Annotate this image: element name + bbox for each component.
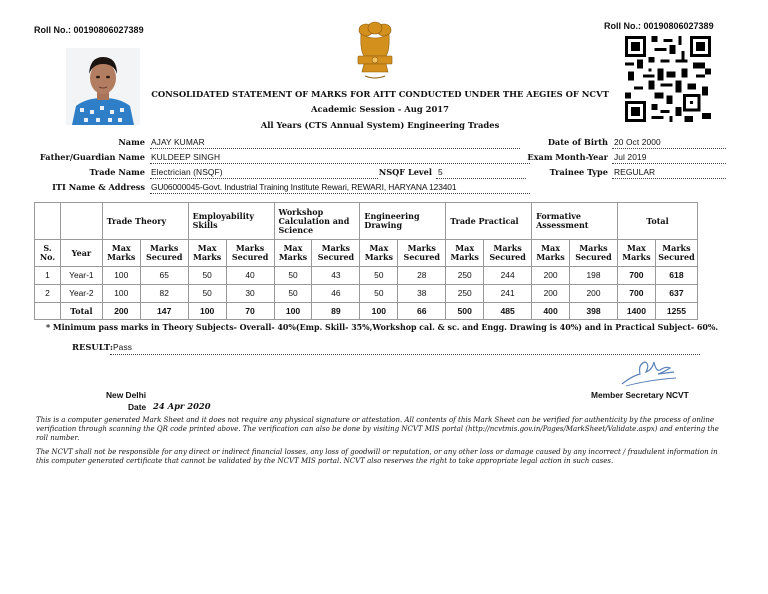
- mark-cell: 100: [102, 267, 140, 285]
- mark-cell: 82: [140, 285, 188, 303]
- total-cell: 1400: [617, 303, 655, 320]
- mark-cell: 50: [360, 285, 398, 303]
- mark-cell: 28: [398, 267, 446, 285]
- total-cell: 100: [274, 303, 312, 320]
- guardian-underline: [150, 163, 530, 164]
- marks-secured-header: Marks Secured: [140, 240, 188, 267]
- mark-cell: 241: [484, 285, 532, 303]
- trainee-label: Trainee Type: [549, 167, 608, 177]
- disclaimer-verification: This is a computer generated Mark Sheet and it does not require any physical signature or attestation. All contents of this Mark Sheet can be verified for authenticity by the process of online verification through scanning the QR code printed above. The verification can also be done by visiting NCVT MIS portal (http://ncvtmis.gov.in/Pages/MarkSheet/Validate.aspx) and entering the roll number.: [36, 416, 719, 442]
- total-cell: 89: [312, 303, 360, 320]
- exam-label: Exam Month-Year: [527, 152, 608, 162]
- mark-cell: 30: [226, 285, 274, 303]
- mark-cell: 200: [532, 285, 570, 303]
- mark-cell: 198: [570, 267, 618, 285]
- blank-cell: [35, 303, 61, 320]
- mark-cell: 50: [274, 285, 312, 303]
- signatory-title: Member Secretary NCVT: [591, 390, 689, 400]
- academic-session: Academic Session - Aug 2017: [311, 104, 449, 114]
- result-value: Pass: [113, 342, 133, 352]
- table-row: [35, 267, 698, 285]
- trade-value: Electrician (NSQF): [151, 167, 223, 177]
- mark-cell: 100: [102, 285, 140, 303]
- nsqf-label: NSQF Level: [378, 167, 432, 177]
- row-sno: 1: [35, 267, 61, 285]
- trade-label: Trade Name: [89, 167, 145, 177]
- row-total-secured: 637: [655, 285, 697, 303]
- mark-cell: 65: [140, 267, 188, 285]
- row-total-max: 700: [617, 267, 655, 285]
- mark-cell: 40: [226, 267, 274, 285]
- guardian-label: Father/Guardian Name: [39, 152, 145, 162]
- name-value: AJAY KUMAR: [151, 137, 205, 147]
- mark-cell: 43: [312, 267, 360, 285]
- dob-underline: [612, 148, 726, 149]
- mark-cell: 244: [484, 267, 532, 285]
- result-underline: [110, 354, 700, 355]
- row-year: Year-2: [60, 285, 102, 303]
- iti-underline: [150, 193, 530, 194]
- row-year: Year-1: [60, 267, 102, 285]
- max-marks-header: Max Marks: [617, 240, 655, 267]
- mark-cell: 50: [360, 267, 398, 285]
- candidate-photo: [66, 48, 140, 125]
- max-marks-header: Max Marks: [102, 240, 140, 267]
- name-label: Name: [118, 137, 145, 147]
- total-cell: 398: [570, 303, 618, 320]
- marks-secured-header: Marks Secured: [655, 240, 697, 267]
- table-group-header-row: [35, 203, 698, 240]
- iti-value: GU06000045-Govt. Industrial Training Institute Rewari, REWARI, HARYANA 123401: [151, 182, 457, 192]
- group-total: Total: [617, 203, 697, 240]
- trainee-underline: [612, 178, 726, 179]
- group-employability-skills: Employability Skills: [188, 203, 274, 240]
- mark-cell: 250: [446, 267, 484, 285]
- name-underline: [150, 148, 520, 149]
- marks-secured-header: Marks Secured: [484, 240, 532, 267]
- total-cell: 1255: [655, 303, 697, 320]
- result-label: RESULT:: [72, 342, 113, 352]
- nsqf-underline: [436, 178, 526, 179]
- max-marks-header: Max Marks: [446, 240, 484, 267]
- group-engineering-drawing: Engineering Drawing: [360, 203, 446, 240]
- trade-underline: [150, 178, 378, 179]
- mark-cell: 46: [312, 285, 360, 303]
- blank-cell: [35, 203, 61, 240]
- year-header: Year: [60, 240, 102, 267]
- marks-secured-header: Marks Secured: [312, 240, 360, 267]
- total-row-label: Total: [60, 303, 102, 320]
- total-cell: 147: [140, 303, 188, 320]
- place-text: New Delhi: [106, 390, 147, 400]
- roll-number-left: Roll No.: 00190806027389: [34, 25, 144, 35]
- mark-cell: 250: [446, 285, 484, 303]
- total-cell: 400: [532, 303, 570, 320]
- trainee-value: REGULAR: [614, 167, 656, 177]
- dob-label: Date of Birth: [547, 137, 608, 147]
- max-marks-header: Max Marks: [188, 240, 226, 267]
- mark-cell: 50: [188, 285, 226, 303]
- marks-table: [34, 202, 698, 320]
- row-total-secured: 618: [655, 267, 697, 285]
- total-cell: 100: [360, 303, 398, 320]
- group-formative-assessment: Formative Assessment: [532, 203, 618, 240]
- roll-number-right: Roll No.: 00190806027389: [604, 21, 714, 31]
- table-subheader-row: [35, 240, 698, 267]
- date-label: Date: [128, 402, 147, 412]
- mark-cell: 200: [570, 285, 618, 303]
- group-workshop-calculation: Workshop Calculation and Science: [274, 203, 360, 240]
- nsqf-value: 5: [438, 167, 443, 177]
- total-cell: 100: [188, 303, 226, 320]
- total-cell: 500: [446, 303, 484, 320]
- qr-code: [625, 36, 711, 122]
- max-marks-header: Max Marks: [274, 240, 312, 267]
- total-cell: 66: [398, 303, 446, 320]
- guardian-value: KULDEEP SINGH: [151, 152, 221, 162]
- disclaimer-liability: The NCVT shall not be responsible for any direct or indirect financial losses, any loss of goodwill or reputation, or any other loss or damage caused by any incorrect / fraudulent information in this computer generated certificate that cannot be validated by the NCVT MIS portal. NCVT also reserves the right to take appropriate legal action in such cases.: [36, 448, 718, 465]
- date-value: 24 Apr 2020: [153, 401, 211, 411]
- national-emblem-icon: [350, 20, 400, 82]
- total-cell: 485: [484, 303, 532, 320]
- group-trade-theory: Trade Theory: [102, 203, 188, 240]
- blank-cell: [60, 203, 102, 240]
- row-sno: 2: [35, 285, 61, 303]
- exam-value: Jul 2019: [614, 152, 647, 162]
- mark-cell: 50: [188, 267, 226, 285]
- pass-marks-note: * Minimum pass marks in Theory Subjects- Overall- 40%(Emp. Skill- 35%,Workshop cal. & sc. and Engg. Drawing is 40%) and in Practical Subject- 60%.: [46, 323, 719, 332]
- max-marks-header: Max Marks: [532, 240, 570, 267]
- sno-header: S. No.: [35, 240, 61, 267]
- iti-label: ITI Name & Address: [52, 182, 145, 192]
- group-trade-practical: Trade Practical: [446, 203, 532, 240]
- marks-secured-header: Marks Secured: [570, 240, 618, 267]
- mark-cell: 200: [532, 267, 570, 285]
- max-marks-header: Max Marks: [360, 240, 398, 267]
- marks-secured-header: Marks Secured: [226, 240, 274, 267]
- dob-value: 20 Oct 2000: [614, 137, 661, 147]
- mark-cell: 50: [274, 267, 312, 285]
- total-cell: 70: [226, 303, 274, 320]
- row-total-max: 700: [617, 285, 655, 303]
- marks-secured-header: Marks Secured: [398, 240, 446, 267]
- mark-cell: 38: [398, 285, 446, 303]
- table-row: [35, 285, 698, 303]
- total-cell: 200: [102, 303, 140, 320]
- document-subtitle: All Years (CTS Annual System) Engineering Trades: [260, 120, 500, 130]
- exam-underline: [612, 163, 726, 164]
- table-total-row: [35, 303, 698, 320]
- document-title: CONSOLIDATED STATEMENT OF MARKS FOR AITT CONDUCTED UNDER THE AEGIES OF NCVT: [151, 89, 609, 99]
- signature-icon: [618, 356, 680, 390]
